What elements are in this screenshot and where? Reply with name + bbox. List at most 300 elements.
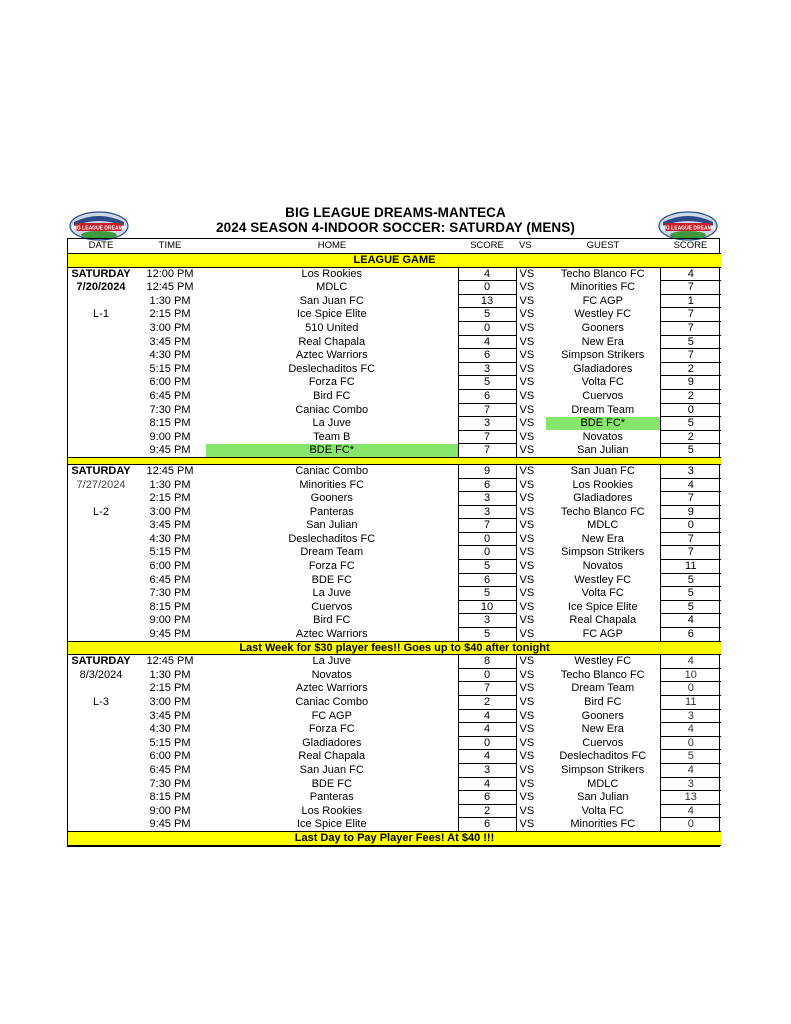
guest-score: 7 <box>660 349 721 363</box>
home-team: San Julian <box>306 519 358 532</box>
guest-team: Cuervos <box>582 736 624 749</box>
guest-score: 7 <box>660 532 721 546</box>
home-score: 4 <box>458 723 516 737</box>
home-team: Forza FC <box>308 723 355 736</box>
home-score: 5 <box>458 308 516 322</box>
guest-score: 5 <box>660 417 721 431</box>
svg-text:BIG LEAGUE DREAMS: BIG LEAGUE DREAMS <box>660 225 716 232</box>
game-date: SATURDAY <box>71 655 131 668</box>
vs-label: VS <box>519 335 535 348</box>
game-time: 5:15 PM <box>149 362 191 375</box>
home-score: 3 <box>458 763 516 777</box>
game-time: 7:30 PM <box>149 587 191 600</box>
home-team: Bird FC <box>313 389 351 402</box>
home-score: 2 <box>458 804 516 818</box>
game-date <box>68 417 134 431</box>
game-row <box>68 444 721 458</box>
game-date <box>68 321 134 335</box>
week-banner <box>68 641 721 655</box>
game-time: 7:30 PM <box>149 403 191 416</box>
guest-score: 5 <box>660 444 721 458</box>
vs-label: VS <box>519 294 535 307</box>
game-row <box>68 505 721 519</box>
home-team: Panteras <box>309 791 354 804</box>
vs-label: VS <box>519 362 535 375</box>
guest-team: San Juan FC <box>546 464 660 478</box>
home-team: Cuervos <box>311 600 353 613</box>
col-header-guest: GUEST <box>546 239 660 254</box>
game-time: 6:00 PM <box>149 560 191 573</box>
game-date <box>68 560 134 574</box>
guest-score: 4 <box>660 614 721 628</box>
home-score: 3 <box>458 505 516 519</box>
home-score: 0 <box>458 532 516 546</box>
guest-team: New Era <box>581 723 624 736</box>
game-date <box>68 532 134 546</box>
home-score: 0 <box>458 668 516 682</box>
home-score: 7 <box>458 444 516 458</box>
vs-label: VS <box>519 349 535 362</box>
home-score: 10 <box>458 600 516 614</box>
game-time: 4:30 PM <box>149 532 191 545</box>
game-date <box>68 403 134 417</box>
game-time: 6:00 PM <box>149 376 191 389</box>
guest-score: 3 <box>660 464 721 478</box>
home-score: 4 <box>458 750 516 764</box>
week-banner-text: Last Week for $30 player fees!! Goes up to $40 after tonight <box>68 641 721 655</box>
vs-label: VS <box>519 600 535 613</box>
game-date <box>68 294 134 308</box>
game-date: L-2 <box>93 505 109 518</box>
game-date <box>68 587 134 601</box>
game-time: 2:15 PM <box>149 308 191 321</box>
vs-label: VS <box>519 532 535 545</box>
guest-score: 10 <box>660 668 721 682</box>
home-score: 4 <box>458 777 516 791</box>
league-game-label: LEAGUE GAME <box>68 254 721 268</box>
game-row <box>68 349 721 363</box>
home-score: 6 <box>458 573 516 587</box>
home-team: Forza FC <box>308 376 355 389</box>
home-score: 0 <box>458 281 516 295</box>
game-row <box>68 668 721 682</box>
home-team: Gooners <box>310 492 353 505</box>
game-row <box>68 430 721 444</box>
vs-label: VS <box>519 560 535 573</box>
game-row <box>68 777 721 791</box>
game-row <box>68 804 721 818</box>
home-team: Deslechaditos FC <box>288 362 376 375</box>
game-date <box>68 546 134 560</box>
vs-label: VS <box>519 267 535 280</box>
vs-label: VS <box>519 804 535 817</box>
vs-label: VS <box>519 505 535 518</box>
vs-label: VS <box>519 587 535 600</box>
guest-team: Ice Spice Elite <box>567 600 638 613</box>
game-row <box>68 736 721 750</box>
game-date: 8/3/2024 <box>79 668 123 681</box>
game-time: 3:45 PM <box>149 519 191 532</box>
home-team: Aztec Warriors <box>295 627 368 640</box>
home-score: 3 <box>458 614 516 628</box>
game-date: SATURDAY <box>68 464 134 478</box>
home-score: 6 <box>458 389 516 403</box>
game-time: 6:45 PM <box>149 389 191 402</box>
home-score: 7 <box>458 430 516 444</box>
guest-score: 3 <box>660 777 721 791</box>
game-date <box>68 818 134 832</box>
home-score: 6 <box>458 791 516 805</box>
guest-team: Dream Team <box>571 403 635 416</box>
guest-score: 7 <box>660 546 721 560</box>
guest-team: San Julian <box>577 444 629 457</box>
game-time: 12:45 PM <box>134 464 206 478</box>
home-score: 6 <box>458 818 516 832</box>
home-team: La Juve <box>312 417 352 430</box>
game-time: 3:00 PM <box>149 696 191 708</box>
home-team: BDE FC <box>311 777 352 790</box>
guest-team: Dream Team <box>571 682 635 695</box>
guest-team: Simpson Strikers <box>561 546 645 559</box>
vs-label: VS <box>519 546 535 559</box>
home-team: Caniac Combo <box>295 403 369 416</box>
guest-team: MDLC <box>587 519 619 532</box>
vs-label: VS <box>519 417 535 430</box>
game-time: 9:45 PM <box>149 818 191 831</box>
guest-team: Gladiadores <box>573 492 633 505</box>
guest-score: 0 <box>660 519 721 533</box>
guest-score: 4 <box>660 478 721 492</box>
game-row <box>68 417 721 431</box>
game-row <box>68 321 721 335</box>
guest-team: Techo Blanco FC <box>560 505 645 518</box>
home-team: MDLC <box>316 281 348 294</box>
guest-score: 11 <box>660 560 721 574</box>
guest-team: Minorities FC <box>570 818 636 831</box>
guest-team: New Era <box>581 335 624 348</box>
game-time: 7:30 PM <box>149 777 191 790</box>
game-row <box>68 281 721 295</box>
game-row <box>68 628 721 642</box>
game-row <box>68 818 721 832</box>
game-date <box>68 628 134 642</box>
game-date <box>68 335 134 349</box>
game-date <box>68 430 134 444</box>
vs-label: VS <box>519 430 535 443</box>
guest-team: Novatos <box>582 430 623 443</box>
guest-score: 4 <box>660 804 721 818</box>
guest-score: 4 <box>660 655 721 669</box>
home-team: La Juve <box>312 587 352 600</box>
home-team: Minorities FC <box>299 478 365 491</box>
game-row <box>68 376 721 390</box>
schedule-body <box>68 239 721 845</box>
game-time: 6:45 PM <box>149 573 191 586</box>
game-row <box>68 763 721 777</box>
game-date <box>68 736 134 750</box>
guest-score: 7 <box>660 281 721 295</box>
game-time: 4:30 PM <box>149 723 191 736</box>
home-team: Los Rookies <box>301 267 363 280</box>
game-date <box>68 376 134 390</box>
game-row <box>68 308 721 322</box>
vs-label: VS <box>519 389 535 402</box>
game-row <box>68 389 721 403</box>
home-score: 5 <box>458 587 516 601</box>
home-team: Gladiadores <box>302 736 362 749</box>
guest-score: 11 <box>660 696 721 710</box>
guest-team: MDLC <box>587 777 619 790</box>
vs-label: VS <box>519 478 535 491</box>
guest-score: 5 <box>660 750 721 764</box>
guest-team: Bird FC <box>584 696 622 708</box>
vs-label: VS <box>519 492 535 505</box>
game-time: 2:15 PM <box>149 492 191 505</box>
home-team: FC AGP <box>311 709 352 722</box>
guest-team: San Julian <box>577 791 629 804</box>
game-row <box>68 362 721 376</box>
guest-score: 3 <box>660 709 721 723</box>
game-time: 9:45 PM <box>149 444 191 457</box>
game-date: SATURDAY <box>71 267 131 280</box>
guest-score: 2 <box>660 430 721 444</box>
home-team: San Juan FC <box>299 294 364 307</box>
game-date <box>68 804 134 818</box>
game-row <box>68 335 721 349</box>
home-score: 0 <box>458 736 516 750</box>
col-header-home-score: SCORE <box>458 239 516 254</box>
game-row <box>68 791 721 805</box>
guest-score: 9 <box>660 505 721 519</box>
vs-label: VS <box>519 321 535 334</box>
game-date <box>68 519 134 533</box>
guest-score: 4 <box>660 723 721 737</box>
col-header-guest-score: SCORE <box>660 239 721 254</box>
home-team: Ice Spice Elite <box>296 818 367 831</box>
guest-score: 5 <box>660 600 721 614</box>
home-team: Panteras <box>309 505 354 518</box>
game-time: 3:00 PM <box>149 505 191 518</box>
game-row <box>68 464 721 478</box>
home-team: Aztec Warriors <box>295 682 368 695</box>
game-row <box>68 723 721 737</box>
vs-label: VS <box>519 444 535 457</box>
game-time: 3:45 PM <box>149 709 191 722</box>
game-row <box>68 403 721 417</box>
week-banner <box>68 457 721 464</box>
game-time: 6:45 PM <box>149 763 191 776</box>
game-time: 5:15 PM <box>149 736 191 749</box>
guest-team: Techo Blanco FC <box>560 668 645 681</box>
guest-team: Cuervos <box>582 389 624 402</box>
home-team: Dream Team <box>300 546 364 559</box>
schedule-table <box>68 239 721 846</box>
vs-label: VS <box>519 818 535 831</box>
guest-score: 1 <box>660 294 721 308</box>
guest-team: Westley FC <box>574 308 632 321</box>
guest-score: 0 <box>660 403 721 417</box>
vs-label: VS <box>519 655 535 668</box>
guest-team: Gooners <box>581 709 624 722</box>
game-date <box>68 444 134 458</box>
game-row <box>68 750 721 764</box>
guest-score: 5 <box>660 587 721 601</box>
home-team: Forza FC <box>308 560 355 573</box>
home-team: Los Rookies <box>301 804 363 817</box>
home-score: 0 <box>458 321 516 335</box>
guest-team: Gladiadores <box>573 362 633 375</box>
guest-score: 4 <box>660 763 721 777</box>
game-date <box>68 763 134 777</box>
home-score: 4 <box>458 709 516 723</box>
col-header-home: HOME <box>206 239 458 254</box>
home-score: 5 <box>458 628 516 642</box>
guest-score: 0 <box>660 682 721 696</box>
game-time: 1:30 PM <box>149 294 191 307</box>
home-score: 0 <box>458 546 516 560</box>
guest-score: 13 <box>660 791 721 805</box>
game-row <box>68 696 721 710</box>
home-score: 6 <box>458 349 516 363</box>
home-team: Novatos <box>311 668 352 681</box>
guest-score: 7 <box>660 492 721 506</box>
game-row <box>68 573 721 587</box>
game-date <box>68 723 134 737</box>
guest-score: 2 <box>660 362 721 376</box>
game-time: 5:15 PM <box>149 546 191 559</box>
vs-label: VS <box>519 750 535 763</box>
vs-label: VS <box>519 376 535 389</box>
game-date <box>68 791 134 805</box>
game-date <box>68 349 134 363</box>
game-time: 8:15 PM <box>149 791 191 804</box>
guest-team: Simpson Strikers <box>561 349 645 362</box>
vs-label: VS <box>516 464 546 478</box>
game-time: 12:45 PM <box>146 655 194 668</box>
home-score: 7 <box>458 682 516 696</box>
game-date <box>68 492 134 506</box>
guest-team: BDE FC* <box>546 417 660 431</box>
vs-label: VS <box>519 696 535 708</box>
vs-label: VS <box>519 403 535 416</box>
guest-team: Minorities FC <box>570 281 636 294</box>
game-date <box>68 600 134 614</box>
home-score: 4 <box>458 267 516 281</box>
vs-label: VS <box>519 777 535 790</box>
game-row <box>68 600 721 614</box>
game-row <box>68 532 721 546</box>
home-score: 3 <box>458 492 516 506</box>
vs-label: VS <box>519 614 535 627</box>
home-score: 6 <box>458 478 516 492</box>
home-score: 8 <box>458 655 516 669</box>
home-score: 3 <box>458 362 516 376</box>
game-row <box>68 546 721 560</box>
game-time: 9:00 PM <box>149 614 191 627</box>
home-score: 7 <box>458 403 516 417</box>
guest-team: Volta FC <box>581 587 624 600</box>
home-team: BDE FC <box>311 573 352 586</box>
home-team: La Juve <box>312 655 352 668</box>
col-header-vs: VS <box>516 239 546 254</box>
week-banner <box>68 831 721 845</box>
vs-label: VS <box>519 281 535 294</box>
svg-text:BIG LEAGUE DREAMS: BIG LEAGUE DREAMS <box>71 225 127 232</box>
game-time: 2:15 PM <box>149 682 191 695</box>
column-header-row <box>68 239 721 254</box>
guest-score: 5 <box>660 335 721 349</box>
vs-label: VS <box>519 308 535 321</box>
home-score: 5 <box>458 376 516 390</box>
guest-team: Westley FC <box>574 573 632 586</box>
game-row <box>68 560 721 574</box>
game-row <box>68 492 721 506</box>
home-score: 3 <box>458 417 516 431</box>
guest-score: 4 <box>660 267 721 281</box>
home-team: Real Chapala <box>298 750 366 763</box>
schedule-table-wrapper <box>67 238 720 847</box>
vs-label: VS <box>519 791 535 804</box>
game-time: 8:15 PM <box>149 417 191 430</box>
game-time: 3:00 PM <box>149 321 191 334</box>
game-time: 9:00 PM <box>149 430 191 443</box>
guest-team: Real Chapala <box>569 614 637 627</box>
game-row <box>68 655 721 669</box>
guest-score: 0 <box>660 818 721 832</box>
home-score: 7 <box>458 519 516 533</box>
game-row <box>68 267 721 281</box>
game-date: 7/20/2024 <box>76 281 126 294</box>
game-time: 8:15 PM <box>149 600 191 613</box>
home-team: Bird FC <box>313 614 351 627</box>
home-team: Caniac Combo <box>295 696 369 708</box>
league-game-banner <box>68 254 721 268</box>
game-time: 3:45 PM <box>149 335 191 348</box>
vs-label: VS <box>519 763 535 776</box>
guest-team: FC AGP <box>582 294 623 307</box>
guest-team: Los Rookies <box>572 478 634 491</box>
game-time: 9:00 PM <box>149 804 191 817</box>
game-time: 4:30 PM <box>149 349 191 362</box>
home-team: San Juan FC <box>299 763 364 776</box>
game-row <box>68 709 721 723</box>
guest-team: Deslechaditos FC <box>559 750 647 763</box>
guest-score: 7 <box>660 321 721 335</box>
vs-label: VS <box>519 709 535 722</box>
vs-label: VS <box>519 668 535 681</box>
game-row <box>68 519 721 533</box>
vs-label: VS <box>519 627 535 640</box>
game-row <box>68 478 721 492</box>
home-team: Aztec Warriors <box>295 349 368 362</box>
guest-score: 2 <box>660 389 721 403</box>
page-title: BIG LEAGUE DREAMS-MANTECA <box>285 205 506 220</box>
game-date: 7/27/2024 <box>76 478 126 491</box>
game-time: 12:00 PM <box>146 267 194 280</box>
guest-team: Volta FC <box>581 376 624 389</box>
col-header-time: TIME <box>134 239 206 254</box>
game-date <box>68 709 134 723</box>
guest-team: New Era <box>581 532 624 545</box>
vs-label: VS <box>519 573 535 586</box>
vs-label: VS <box>519 723 535 736</box>
guest-team: Westley FC <box>574 655 632 668</box>
home-score: 9 <box>458 464 516 478</box>
guest-score: 9 <box>660 376 721 390</box>
game-row <box>68 682 721 696</box>
guest-team: Techo Blanco FC <box>560 267 645 280</box>
game-row <box>68 587 721 601</box>
